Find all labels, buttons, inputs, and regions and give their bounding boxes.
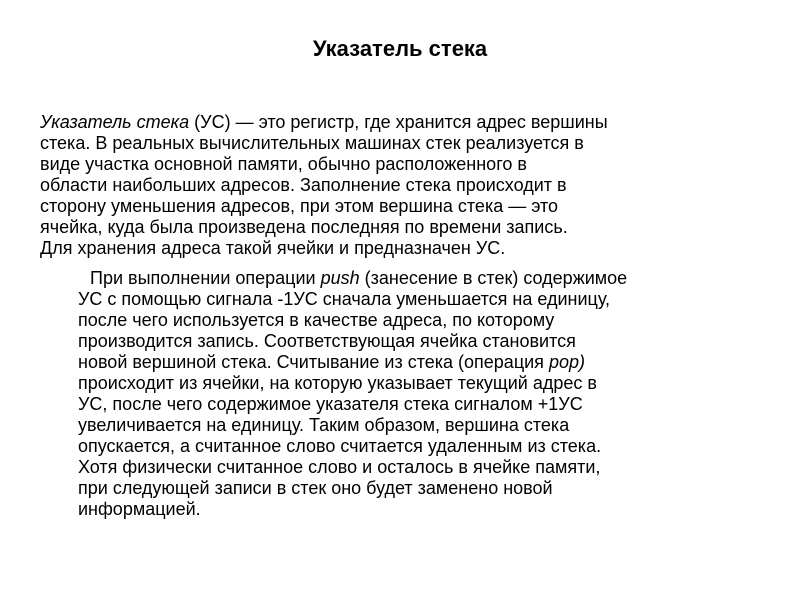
text-line: УС с помощью сигнала -1УС сначала уменьшается на единицу, xyxy=(78,289,611,309)
text-line: увеличивается на единицу. Таким образом, вершина стека xyxy=(78,415,570,435)
slide-body xyxy=(40,112,758,520)
text-line: виде участка основной памяти, обычно расположенного в xyxy=(40,154,527,174)
paragraph-definition xyxy=(40,112,758,259)
text-line: Для хранения адреса такой ячейки и предназначен УС. xyxy=(40,238,506,258)
paragraph-operations xyxy=(40,268,758,520)
text-line xyxy=(78,268,758,289)
text-line: сторону уменьшения адресов, при этом вершина стека — это xyxy=(40,196,559,216)
term-pop: pop) xyxy=(548,352,585,372)
text-fragment: (УС) — это регистр, где хранится адрес вершины xyxy=(189,112,608,132)
text-line: при следующей записи в стек оно будет заменено новой xyxy=(78,478,553,498)
slide-title: Указатель стека xyxy=(312,36,488,61)
text-fragment: При выполнении операции xyxy=(90,268,321,288)
term-push: push xyxy=(320,268,360,288)
text-line: стека. В реальных вычислительных машинах стек реализуется в xyxy=(40,133,584,153)
text-line: УС, после чего содержимое указателя стека сигналом +1УС xyxy=(78,394,583,414)
text-line: информацией. xyxy=(78,499,201,519)
text-line xyxy=(78,352,758,373)
text-line: Хотя физически считанное слово и осталось в ячейке памяти, xyxy=(78,457,601,477)
text-line xyxy=(40,112,758,133)
text-line: производится запись. Соответствующая ячейка становится xyxy=(78,331,576,351)
text-line: после чего используется в качестве адреса, по которому xyxy=(78,310,555,330)
text-fragment: новой вершиной стека. Считывание из стека (операция xyxy=(78,352,549,372)
text-fragment: (занесение в стек) содержимое xyxy=(359,268,628,288)
text-line: области наибольших адресов. Заполнение стека происходит в xyxy=(40,175,567,195)
text-line: ячейка, куда была произведена последняя по времени запись. xyxy=(40,217,568,237)
text-line: опускается, а считанное слово считается удаленным из стека. xyxy=(78,436,602,456)
term-stack-pointer: Указатель стека xyxy=(40,112,190,132)
text-line: происходит из ячейки, на которую указывает текущий адрес в xyxy=(78,373,597,393)
